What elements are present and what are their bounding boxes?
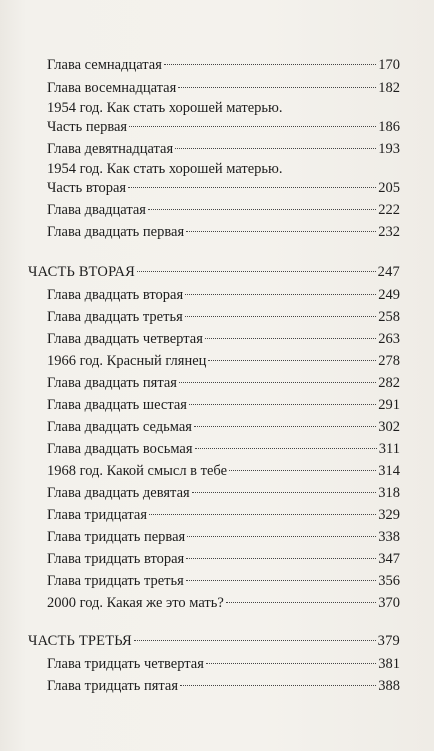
toc-entry [47,330,400,348]
toc-entry-title-line1: 1954 год. Как стать хорошей матерью. [47,161,283,177]
toc-entry-page: 338 [378,529,400,545]
toc-entry [47,179,400,197]
toc-entry-title: Глава тридцатая [47,507,148,523]
toc-entry [47,506,400,524]
toc-entry-title: Глава семнадцатая [47,57,162,73]
dot-leader [206,663,376,664]
toc-entry [47,352,400,370]
toc-entry-page: 278 [378,353,400,369]
toc-entry-page: 356 [378,573,400,589]
dot-leader [205,338,376,339]
dot-leader [186,231,376,232]
toc-entry-page: 318 [378,485,400,501]
dot-leader [180,685,376,686]
toc-entry [47,286,400,304]
toc-entry-page: 314 [378,463,400,479]
dot-leader [137,271,376,272]
dot-leader [148,209,376,210]
toc-entry-page: 258 [378,309,400,325]
toc-entry-title: Глава двадцать девятая [47,485,190,501]
toc-part-title: ЧАСТЬ ВТОРАЯ [28,264,136,280]
toc-entry-page: 170 [378,57,400,73]
toc-entry [47,396,400,414]
dot-leader [179,382,376,383]
toc-entry-title: Глава двадцать первая [47,224,185,240]
dot-leader [195,448,377,449]
toc-entry [47,201,400,219]
toc-entry-title: Глава двадцать четвертая [47,331,203,347]
toc-entry-title: Глава двадцать восьмая [47,441,193,457]
toc-entry-title: Глава тридцать первая [47,529,186,545]
toc-entry-page: 205 [378,180,400,196]
dot-leader [128,187,376,188]
toc-entry [47,572,400,590]
toc-entry-page: 232 [378,224,400,240]
toc-entry-title: 1968 год. Какой смысл в тебе [47,463,228,479]
dot-leader [129,126,376,127]
toc-entry-page: 222 [378,202,400,218]
toc-entry-title: Глава двадцать пятая [47,375,177,391]
toc-entry-page: 249 [378,287,400,303]
toc-entry-page: 388 [378,678,400,694]
toc-entry-page: 182 [378,80,400,96]
toc-entry [47,118,400,136]
toc-entry-page: 370 [378,595,400,611]
dot-leader [186,580,376,581]
toc-part-entry [28,263,400,281]
dot-leader [185,294,376,295]
toc-entry [47,223,400,241]
dot-leader [134,640,376,641]
dot-leader [226,602,376,603]
toc-entry-title: Глава тридцать пятая [47,678,179,694]
dot-leader [189,404,376,405]
toc-entry [47,79,400,97]
toc-entry [47,140,400,158]
toc-entry-title: Глава двадцать вторая [47,287,184,303]
toc-entry [47,374,400,392]
toc-entry [47,655,400,673]
dot-leader [187,536,376,537]
toc-entry-title: 1966 год. Красный глянец [47,353,207,369]
toc-entry-title: Глава двадцать третья [47,309,183,325]
dot-leader [229,470,376,471]
dot-leader [185,316,377,317]
toc-entry [47,677,400,695]
toc-entry-title-line1: 1954 год. Как стать хорошей матерью. [47,100,283,116]
toc-entry-title: Глава тридцать вторая [47,551,185,567]
dot-leader [194,426,376,427]
toc-entry-page: 311 [378,441,400,457]
toc-entry-title: Глава восемнадцатая [47,80,177,96]
toc-entry-title: Глава двадцать седьмая [47,419,192,435]
toc-entry-title: Глава двадцать шестая [47,397,187,413]
toc-entry-page: 193 [378,141,400,157]
dot-leader [149,514,376,515]
toc-entry [47,484,400,502]
toc-entry [47,594,400,612]
toc-entry-page: 329 [378,507,400,523]
dot-leader [178,87,376,88]
toc-entry-title: Глава тридцать четвертая [47,656,204,672]
toc-entry-page: 291 [378,397,400,413]
toc-part-title: ЧАСТЬ ТРЕТЬЯ [28,633,132,649]
toc-entry-page: 186 [378,119,400,135]
toc-entry-title: 2000 год. Какая же это мать? [47,595,224,611]
toc-entry-page: 381 [378,656,400,672]
dot-leader [186,558,376,559]
toc-entry-title: Глава двадцатая [47,202,146,218]
dot-leader [208,360,376,361]
toc-entry [47,418,400,436]
toc-entry-page: 347 [378,551,400,567]
toc-entry-page: 282 [378,375,400,391]
toc-entry [47,550,400,568]
toc-part-entry [28,632,400,650]
toc-entry-page: 263 [378,331,400,347]
toc-entry [47,462,400,480]
toc-entry [47,528,400,546]
toc-entry-title: Глава девятнадцатая [47,141,174,157]
dot-leader [175,148,376,149]
toc-entry [47,56,400,74]
toc-entry-page: 247 [377,264,400,280]
dot-leader [164,64,376,65]
dot-leader [192,492,377,493]
toc-entry [47,440,400,458]
toc-entry-page: 379 [377,633,400,649]
toc-entry-title: Часть первая [47,119,128,135]
toc-entry-page: 302 [378,419,400,435]
toc-entry-title: Часть вторая [47,180,127,196]
toc-entry-title: Глава тридцать третья [47,573,184,589]
toc-entry [47,308,400,326]
